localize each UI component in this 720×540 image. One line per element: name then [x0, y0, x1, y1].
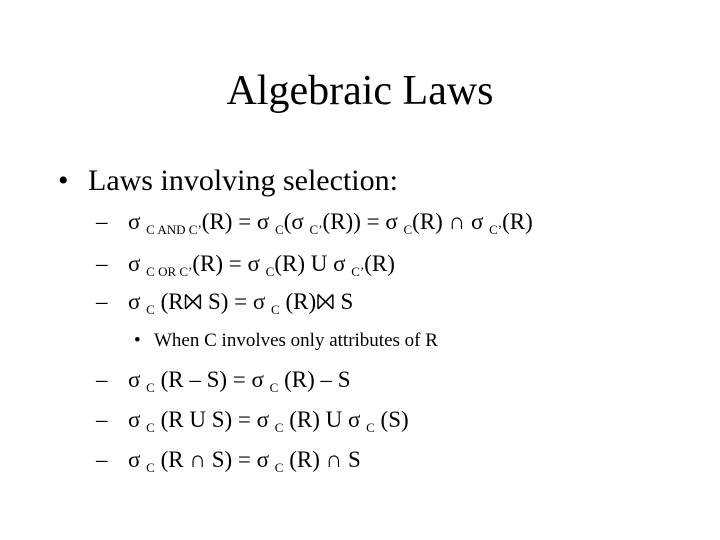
note-text: When C involves only attributes of R: [154, 330, 438, 351]
equation-part: (R) ∩ σ: [412, 209, 490, 234]
dash-icon: –: [96, 407, 108, 432]
equation-part: σ: [128, 289, 147, 314]
equation-part: (R ∩ S) = σ: [154, 447, 275, 472]
equation-part: (R) = σ: [201, 209, 276, 234]
equation-part: σ: [128, 209, 147, 234]
equation-part: (R U S) = σ: [154, 407, 275, 432]
equation-part: (R) – S: [278, 367, 351, 392]
equation-part: (R): [502, 209, 533, 234]
equation-part: σ: [128, 447, 147, 472]
bullet-icon: •: [134, 330, 141, 351]
subscript: C: [146, 420, 155, 435]
subscript: C: [271, 302, 280, 317]
subscript: C: [146, 380, 155, 395]
subscript: C: [403, 222, 413, 237]
equation-part: (R)⨝ S: [279, 289, 354, 314]
subscript: C AND C’: [146, 222, 202, 237]
bullet-heading: [58, 164, 398, 198]
condition-note: [134, 330, 438, 352]
equation-part: (R) = σ: [192, 251, 266, 276]
subscript: C: [366, 420, 375, 435]
equation-part: σ: [128, 251, 147, 276]
dash-icon: –: [96, 289, 108, 314]
dash-icon: –: [96, 209, 108, 234]
equation-part: (R) U σ: [283, 407, 367, 432]
dash-icon: –: [96, 367, 108, 392]
subscript: C: [275, 222, 284, 237]
law-equation: [128, 367, 351, 395]
subscript: C: [274, 420, 284, 435]
law-equation: [128, 251, 395, 279]
equation-part: (R⨝ S) = σ: [154, 289, 272, 314]
equation-part: (R): [364, 251, 395, 276]
bullet-icon: •: [58, 164, 69, 197]
subscript: C’: [351, 264, 365, 279]
subscript: C’: [489, 222, 503, 237]
law-line-4: [96, 366, 351, 396]
equation-part: (S): [374, 407, 409, 432]
law-line-1: [96, 208, 533, 238]
equation-part: (R) ∩ S: [283, 447, 361, 472]
subscript: C’: [309, 222, 323, 237]
subscript: C OR C’: [146, 264, 193, 279]
equation-part: (R) U σ: [274, 251, 352, 276]
equation-part: (R – S) = σ: [154, 367, 270, 392]
slide-title: Algebraic Laws: [226, 68, 494, 114]
equation-part: (R)) = σ: [322, 209, 404, 234]
subscript: C: [274, 460, 284, 475]
equation-part: (σ: [283, 209, 310, 234]
equation-part: σ: [128, 407, 147, 432]
dash-icon: –: [96, 251, 108, 276]
subscript: C: [146, 302, 155, 317]
equation-part: σ: [128, 367, 147, 392]
law-line-2: [96, 250, 395, 280]
law-equation: [128, 407, 409, 435]
subscript: C: [269, 380, 279, 395]
law-line-3: [96, 288, 353, 318]
law-equation: [128, 289, 354, 317]
subscript: C: [146, 460, 155, 475]
law-line-6: [96, 446, 361, 476]
subscript: C: [265, 264, 275, 279]
heading-text: Laws involving selection:: [88, 164, 398, 197]
law-equation: [128, 447, 361, 475]
dash-icon: –: [96, 447, 108, 472]
law-line-5: [96, 406, 409, 436]
law-equation: [128, 209, 533, 237]
